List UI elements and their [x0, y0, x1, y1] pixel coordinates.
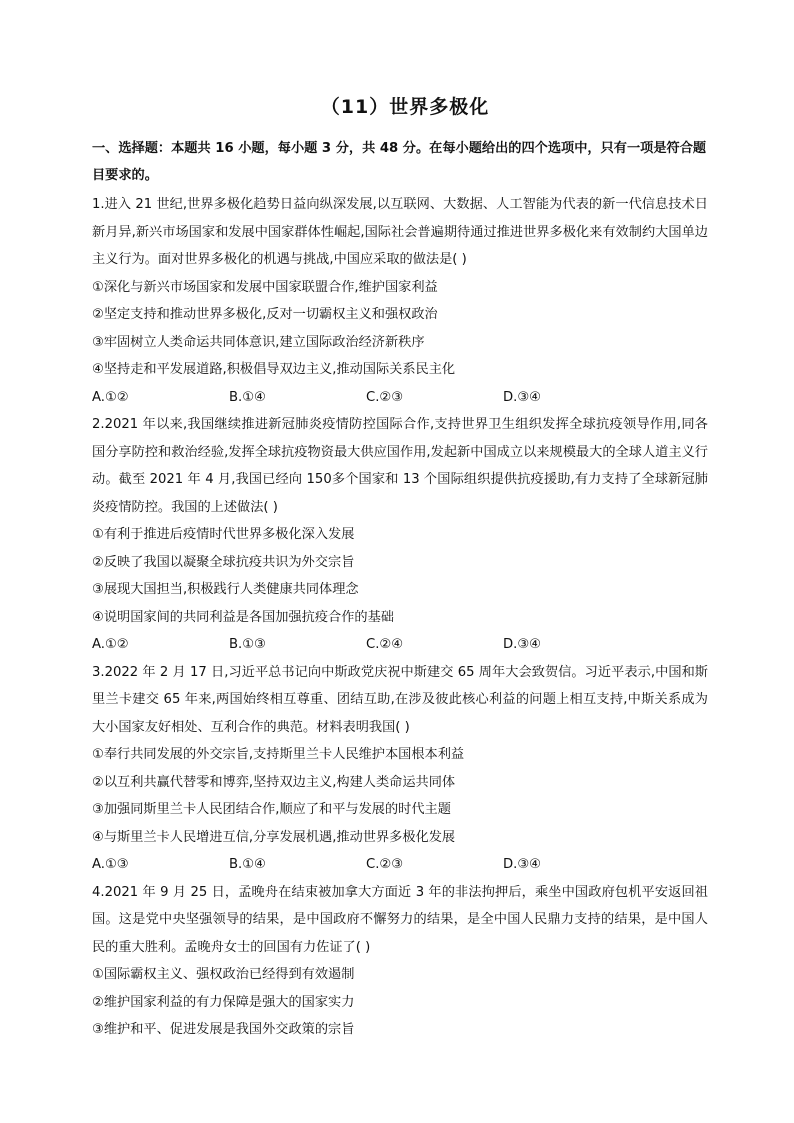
question-option: ②坚定支持和推动世界多极化,反对一切霸权主义和强权政治 — [92, 307, 438, 322]
question-option: ③展现大国担当,积极践行人类健康共同体理念 — [92, 582, 359, 597]
question-option: ①国际霸权主义、强权政治已经得到有效遏制 — [92, 967, 355, 982]
question-option: ①深化与新兴市场国家和发展中国家联盟合作,维护国家利益 — [92, 279, 438, 295]
answer-choices — [92, 631, 708, 659]
question-4 — [92, 879, 708, 1044]
answer-choice-d: D.③④ — [503, 389, 541, 405]
answer-choice-b: B.①③ — [229, 637, 266, 652]
section-instructions: 一、选择题：本题共 16 小题，每小题 3 分，共 48 分。在每小题给出的四个选项中，只有一项是符合题目要求的。 — [92, 141, 707, 183]
question-2 — [92, 411, 708, 659]
question-option: ④与斯里兰卡人民增进互信,分享发展机遇,推动世界多极化发展 — [92, 829, 456, 845]
answer-choice-a: A.①② — [92, 389, 129, 405]
question-option: ②以互利共赢代替零和博弈,坚持双边主义,构建人类命运共同体 — [92, 774, 456, 790]
answer-choice-c: C.②③ — [366, 389, 404, 405]
answer-choice-b: B.①④ — [229, 857, 266, 872]
question-option: ②反映了我国以凝聚全球抗疫共识为外交宗旨 — [92, 554, 355, 570]
question-option: ④坚持走和平发展道路,积极倡导双边主义,推动国际关系民主化 — [92, 362, 456, 377]
question-option: ③加强同斯里兰卡人民团结合作,顺应了和平与发展的时代主题 — [92, 802, 451, 817]
question-option: ③牢固树立人类命运共同体意识,建立国际政治经济新秩序 — [92, 334, 425, 350]
answer-choice-a: A.①③ — [92, 857, 129, 872]
answer-choice-a: A.①② — [92, 637, 129, 652]
question-stem: 4.2021 年 9 月 25 日，孟晚舟在结束被加拿大方面近 3 年的非法拘押后，乘坐中国政府包机平安返回祖国。这是党中央坚强领导的结果，是中国政府不懈努力的结果，是全中国人民鼎力支持的结果，是中国人民的重大胜利。孟晚舟女士的回国有力佐证了( ) — [92, 884, 708, 955]
answer-choice-c: C.②④ — [366, 637, 404, 652]
question-3 — [92, 659, 708, 879]
answer-choice-b: B.①④ — [229, 389, 266, 405]
question-option: ①有利于推进后疫情时代世界多极化深入发展 — [92, 527, 355, 542]
answer-choice-d: D.③④ — [503, 857, 541, 872]
answer-choices — [92, 851, 708, 879]
page-title: （11）世界多极化 — [320, 96, 490, 118]
answer-choice-c: C.②③ — [366, 857, 404, 872]
question-stem: 1.进入 21 世纪,世界多极化趋势日益向纵深发展,以互联网、大数据、人工智能为代表的新一代信息技术日新月异,新兴市场国家和发展中国家群体性崛起,国际社会普遍期待通过推进世界多极化来有效制约大国单边主义行为。面对世界多极化的机遇与挑战,中国应采取的做法是( ) — [92, 197, 708, 267]
answer-choices — [92, 384, 708, 412]
question-stem: 2.2021 年以来,我国继续推进新冠肺炎疫情防控国际合作,支持世界卫生组织发挥全球抗疫领导作用,同各国分享防控和救治经验,发挥全球抗疫物资最大供应国作用,发起新中国成立以来规模最大的全球人道主义行动。截至 2021 年 4 月,我国已经向 150多个国家和 13 个国际组织提供抗疫援助,有力支持了全球新冠肺炎疫情防控。我国的上述做法( ) — [92, 417, 708, 515]
question-stem: 3.2022 年 2 月 17 日,习近平总书记向中斯政党庆祝中斯建交 65 周年大会致贺信。习近平表示,中国和斯里兰卡建交 65 年来,两国始终相互尊重、团结互助,在涉及彼此核心利益的问题上相互支持,中斯关系成为大小国家友好相处、互利合作的典范。材料表明我国( ) — [92, 664, 708, 735]
question-option: ③维护和平、促进发展是我国外交政策的宗旨 — [92, 1022, 355, 1037]
question-1 — [92, 191, 708, 411]
question-option: ①奉行共同发展的外交宗旨,支持斯里兰卡人民维护本国根本利益 — [92, 747, 465, 762]
answer-choice-d: D.③④ — [503, 637, 541, 652]
question-option: ②维护国家利益的有力保障是强大的国家实力 — [92, 994, 355, 1010]
question-option: ④说明国家间的共同利益是各国加强抗疫合作的基础 — [92, 609, 394, 625]
